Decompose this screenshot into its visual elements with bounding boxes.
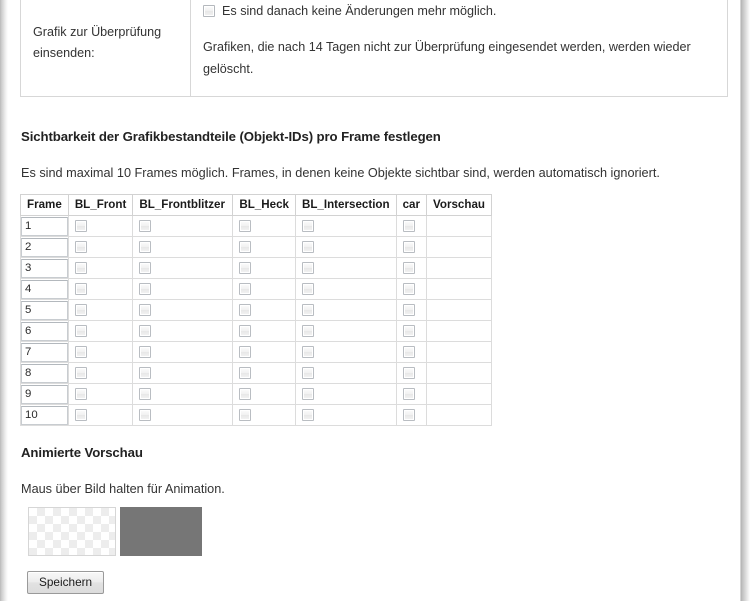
- visibility-section-description: Es sind maximal 10 Frames möglich. Frames, in denen keine Objekte sichtbar sind, werden automatisch ignoriert.: [21, 166, 660, 180]
- window-left-edge: [0, 0, 8, 601]
- frame-number-cell: [21, 258, 69, 279]
- visibility-checkbox-car[interactable]: [403, 241, 415, 253]
- visibility-checkbox-bl-intersection[interactable]: [302, 241, 314, 253]
- preview-solid-thumbnail[interactable]: [120, 507, 202, 556]
- submit-graphic-info-table: [20, 0, 728, 97]
- preview-cell: [427, 300, 492, 321]
- visibility-checkbox-bl-frontblitzer[interactable]: [139, 220, 151, 232]
- frame-number-input[interactable]: [21, 217, 68, 236]
- checkbox-wrapper: [69, 342, 133, 362]
- visibility-section-title: Sichtbarkeit der Grafikbestandteile (Objekt-IDs) pro Frame festlegen: [21, 129, 441, 144]
- visibility-cell-bl-front: [68, 279, 133, 300]
- visibility-cell-car: [396, 321, 426, 342]
- checkbox-wrapper: [69, 363, 133, 383]
- frame-number-cell: [21, 216, 69, 237]
- visibility-checkbox-bl-frontblitzer[interactable]: [139, 367, 151, 379]
- visibility-checkbox-bl-front[interactable]: [75, 220, 87, 232]
- checkbox-wrapper: [233, 384, 295, 404]
- checkbox-wrapper: [296, 279, 396, 299]
- checkbox-wrapper: [69, 321, 133, 341]
- visibility-cell-bl-frontblitzer: [133, 363, 233, 384]
- visibility-checkbox-bl-frontblitzer[interactable]: [139, 346, 151, 358]
- visibility-cell-car: [396, 258, 426, 279]
- visibility-checkbox-bl-heck[interactable]: [239, 220, 251, 232]
- checkbox-wrapper: [133, 342, 232, 362]
- frame-number-cell: [21, 237, 69, 258]
- checkbox-wrapper: [69, 405, 133, 425]
- visibility-checkbox-bl-front[interactable]: [75, 283, 87, 295]
- visibility-cell-bl-heck: [233, 363, 296, 384]
- visibility-cell-bl-heck: [233, 300, 296, 321]
- visibility-cell-bl-intersection: [295, 300, 396, 321]
- table-row: [21, 363, 492, 384]
- window-right-edge: [741, 0, 750, 601]
- visibility-cell-bl-intersection: [295, 216, 396, 237]
- column-header-frame: Frame: [21, 195, 69, 216]
- visibility-checkbox-bl-intersection[interactable]: [302, 388, 314, 400]
- visibility-cell-car: [396, 384, 426, 405]
- preview-cell: [427, 405, 492, 426]
- frame-number-cell: [21, 321, 69, 342]
- checkbox-wrapper: [133, 258, 232, 278]
- visibility-checkbox-bl-heck[interactable]: [239, 241, 251, 253]
- visibility-cell-bl-front: [68, 216, 133, 237]
- visibility-checkbox-bl-front[interactable]: [75, 346, 87, 358]
- visibility-checkbox-bl-intersection[interactable]: [302, 283, 314, 295]
- frame-number-cell: [21, 384, 69, 405]
- frame-number-cell: [21, 279, 69, 300]
- visibility-cell-bl-intersection: [295, 279, 396, 300]
- preview-cell: [427, 279, 492, 300]
- visibility-checkbox-bl-frontblitzer[interactable]: [139, 241, 151, 253]
- visibility-cell-bl-heck: [233, 405, 296, 426]
- checkbox-wrapper: [69, 384, 133, 404]
- preview-cell: [427, 237, 492, 258]
- visibility-checkbox-car[interactable]: [403, 283, 415, 295]
- save-button[interactable]: Speichern: [27, 571, 104, 594]
- preview-section-description: Maus über Bild halten für Animation.: [21, 482, 225, 496]
- column-header-vorschau: Vorschau: [427, 195, 492, 216]
- visibility-cell-car: [396, 363, 426, 384]
- visibility-checkbox-bl-heck[interactable]: [239, 304, 251, 316]
- checkbox-wrapper: [133, 216, 232, 236]
- checkbox-wrapper: [296, 321, 396, 341]
- preview-cell: [427, 384, 492, 405]
- visibility-checkbox-bl-frontblitzer[interactable]: [139, 325, 151, 337]
- checkbox-wrapper: [296, 216, 396, 236]
- visibility-checkbox-bl-intersection[interactable]: [302, 325, 314, 337]
- checkbox-wrapper: [233, 258, 295, 278]
- visibility-cell-bl-intersection: [295, 258, 396, 279]
- checkbox-wrapper: [233, 279, 295, 299]
- visibility-checkbox-bl-front[interactable]: [75, 262, 87, 274]
- table-row: [21, 384, 492, 405]
- checkbox-wrapper: [133, 300, 232, 320]
- visibility-cell-bl-heck: [233, 279, 296, 300]
- visibility-cell-car: [396, 279, 426, 300]
- checkbox-wrapper: [69, 216, 133, 236]
- checkbox-wrapper: [233, 363, 295, 383]
- visibility-checkbox-bl-frontblitzer[interactable]: [139, 283, 151, 295]
- checkbox-wrapper: [296, 405, 396, 425]
- column-header-bl-frontblitzer: BL_Frontblitzer: [133, 195, 233, 216]
- visibility-cell-bl-front: [68, 384, 133, 405]
- visibility-checkbox-bl-intersection[interactable]: [302, 409, 314, 421]
- preview-cell: [427, 321, 492, 342]
- visibility-checkbox-car[interactable]: [403, 388, 415, 400]
- visibility-cell-car: [396, 300, 426, 321]
- visibility-checkbox-bl-intersection[interactable]: [302, 367, 314, 379]
- table-row: [21, 0, 728, 97]
- visibility-cell-bl-front: [68, 342, 133, 363]
- checkbox-wrapper: [133, 405, 232, 425]
- table-row: [21, 300, 492, 321]
- checkbox-wrapper: [296, 258, 396, 278]
- visibility-cell-bl-frontblitzer: [133, 216, 233, 237]
- frames-table-head: [21, 195, 492, 216]
- checkbox-wrapper: [296, 384, 396, 404]
- visibility-cell-bl-heck: [233, 321, 296, 342]
- visibility-cell-bl-front: [68, 237, 133, 258]
- table-row: [21, 342, 492, 363]
- checkbox-wrapper: [233, 300, 295, 320]
- table-header-row: [21, 195, 492, 216]
- preview-cell: [427, 216, 492, 237]
- table-row: [21, 237, 492, 258]
- visibility-cell-bl-heck: [233, 342, 296, 363]
- column-header-car: car: [396, 195, 426, 216]
- visibility-cell-car: [396, 237, 426, 258]
- visibility-checkbox-bl-heck[interactable]: [239, 346, 251, 358]
- frame-number-input[interactable]: [21, 364, 68, 383]
- visibility-cell-bl-frontblitzer: [133, 300, 233, 321]
- visibility-cell-bl-frontblitzer: [133, 384, 233, 405]
- checkbox-wrapper: [133, 384, 232, 404]
- checkbox-wrapper: [397, 405, 426, 425]
- frame-number-input[interactable]: [21, 301, 68, 320]
- no-changes-checkbox-row[interactable]: [203, 3, 713, 20]
- frame-number-input[interactable]: [21, 238, 68, 257]
- checkbox-wrapper: [296, 237, 396, 257]
- visibility-cell-bl-front: [68, 258, 133, 279]
- visibility-checkbox-bl-front[interactable]: [75, 241, 87, 253]
- visibility-cell-car: [396, 216, 426, 237]
- checkbox-wrapper: [133, 321, 232, 341]
- checkbox-wrapper: [397, 279, 426, 299]
- visibility-cell-car: [396, 342, 426, 363]
- checkbox-wrapper: [133, 237, 232, 257]
- visibility-checkbox-bl-front[interactable]: [75, 325, 87, 337]
- visibility-checkbox-bl-heck[interactable]: [239, 262, 251, 274]
- column-header-bl-front: BL_Front: [68, 195, 133, 216]
- table-row: [21, 258, 492, 279]
- visibility-checkbox-bl-front[interactable]: [75, 388, 87, 400]
- visibility-cell-bl-intersection: [295, 342, 396, 363]
- visibility-cell-bl-intersection: [295, 321, 396, 342]
- frame-number-input[interactable]: [21, 406, 68, 425]
- visibility-cell-bl-front: [68, 405, 133, 426]
- visibility-checkbox-bl-intersection[interactable]: [302, 304, 314, 316]
- checkbox-wrapper: [397, 321, 426, 341]
- visibility-checkbox-car[interactable]: [403, 304, 415, 316]
- no-changes-checkbox[interactable]: [203, 5, 215, 17]
- preview-cell: [427, 363, 492, 384]
- preview-section-title: Animierte Vorschau: [21, 445, 143, 460]
- checkbox-wrapper: [133, 363, 232, 383]
- visibility-cell-bl-frontblitzer: [133, 342, 233, 363]
- frames-visibility-table: [20, 194, 492, 426]
- visibility-cell-bl-intersection: [295, 405, 396, 426]
- visibility-cell-bl-intersection: [295, 363, 396, 384]
- visibility-cell-bl-heck: [233, 258, 296, 279]
- column-header-bl-intersection: BL_Intersection: [295, 195, 396, 216]
- checkbox-wrapper: [233, 237, 295, 257]
- visibility-checkbox-bl-front[interactable]: [75, 367, 87, 379]
- deletion-note: Grafiken, die nach 14 Tagen nicht zur Überprüfung eingesendet werden, werden wieder gelöscht.: [203, 40, 691, 76]
- checkbox-wrapper: [133, 279, 232, 299]
- preview-cell: [427, 342, 492, 363]
- visibility-cell-car: [396, 405, 426, 426]
- frame-number-input[interactable]: [21, 322, 68, 341]
- visibility-checkbox-car[interactable]: [403, 409, 415, 421]
- visibility-checkbox-car[interactable]: [403, 346, 415, 358]
- frame-number-cell: [21, 300, 69, 321]
- visibility-checkbox-bl-intersection[interactable]: [302, 220, 314, 232]
- visibility-cell-bl-frontblitzer: [133, 258, 233, 279]
- visibility-checkbox-car[interactable]: [403, 367, 415, 379]
- visibility-checkbox-bl-frontblitzer[interactable]: [139, 388, 151, 400]
- visibility-cell-bl-frontblitzer: [133, 405, 233, 426]
- visibility-cell-bl-heck: [233, 384, 296, 405]
- visibility-checkbox-bl-heck[interactable]: [239, 325, 251, 337]
- visibility-cell-bl-front: [68, 300, 133, 321]
- visibility-cell-bl-heck: [233, 237, 296, 258]
- submit-graphic-body: [191, 0, 728, 97]
- frame-number-cell: [21, 342, 69, 363]
- no-changes-checkbox-label: Es sind danach keine Änderungen mehr möglich.: [222, 4, 497, 18]
- visibility-checkbox-bl-front[interactable]: [75, 409, 87, 421]
- checkbox-wrapper: [69, 237, 133, 257]
- checkbox-wrapper: [233, 405, 295, 425]
- frame-number-input[interactable]: [21, 385, 68, 404]
- checkbox-wrapper: [69, 279, 133, 299]
- visibility-cell-bl-frontblitzer: [133, 279, 233, 300]
- visibility-checkbox-car[interactable]: [403, 325, 415, 337]
- visibility-cell-bl-intersection: [295, 237, 396, 258]
- visibility-cell-bl-heck: [233, 216, 296, 237]
- checkbox-wrapper: [397, 384, 426, 404]
- preview-cell: [427, 258, 492, 279]
- visibility-cell-bl-intersection: [295, 384, 396, 405]
- frames-table-body: [21, 216, 492, 426]
- visibility-cell-bl-frontblitzer: [133, 321, 233, 342]
- frame-number-cell: [21, 405, 69, 426]
- checkbox-wrapper: [397, 363, 426, 383]
- visibility-checkbox-bl-heck[interactable]: [239, 367, 251, 379]
- table-row: [21, 321, 492, 342]
- checkbox-wrapper: [233, 321, 295, 341]
- table-row: [21, 405, 492, 426]
- submit-graphic-label: Grafik zur Überprüfung einsenden:: [21, 0, 191, 97]
- checkbox-wrapper: [69, 300, 133, 320]
- visibility-checkbox-bl-intersection[interactable]: [302, 262, 314, 274]
- checkbox-wrapper: [397, 342, 426, 362]
- visibility-cell-bl-front: [68, 321, 133, 342]
- visibility-checkbox-bl-frontblitzer[interactable]: [139, 262, 151, 274]
- frame-number-input[interactable]: [21, 259, 68, 278]
- checkbox-wrapper: [397, 300, 426, 320]
- visibility-checkbox-bl-frontblitzer[interactable]: [139, 409, 151, 421]
- visibility-checkbox-car[interactable]: [403, 262, 415, 274]
- preview-transparent-thumbnail[interactable]: [28, 507, 116, 556]
- frame-number-input[interactable]: [21, 280, 68, 299]
- frame-number-input[interactable]: [21, 343, 68, 362]
- visibility-checkbox-bl-front[interactable]: [75, 304, 87, 316]
- checkbox-wrapper: [296, 363, 396, 383]
- checkbox-wrapper: [296, 300, 396, 320]
- visibility-cell-bl-front: [68, 363, 133, 384]
- visibility-checkbox-bl-frontblitzer[interactable]: [139, 304, 151, 316]
- preview-thumbnails: [28, 507, 202, 556]
- visibility-checkbox-bl-heck[interactable]: [239, 409, 251, 421]
- page-content: [9, 0, 741, 601]
- checkbox-wrapper: [296, 342, 396, 362]
- checkbox-wrapper: [233, 342, 295, 362]
- visibility-cell-bl-frontblitzer: [133, 237, 233, 258]
- checkbox-wrapper: [397, 237, 426, 257]
- visibility-checkbox-bl-intersection[interactable]: [302, 346, 314, 358]
- checkbox-wrapper: [397, 216, 426, 236]
- checkbox-wrapper: [69, 258, 133, 278]
- visibility-checkbox-car[interactable]: [403, 220, 415, 232]
- frame-number-cell: [21, 363, 69, 384]
- visibility-checkbox-bl-heck[interactable]: [239, 283, 251, 295]
- checkbox-wrapper: [233, 216, 295, 236]
- table-row: [21, 279, 492, 300]
- visibility-checkbox-bl-heck[interactable]: [239, 388, 251, 400]
- checkbox-wrapper: [397, 258, 426, 278]
- table-row: [21, 216, 492, 237]
- column-header-bl-heck: BL_Heck: [233, 195, 296, 216]
